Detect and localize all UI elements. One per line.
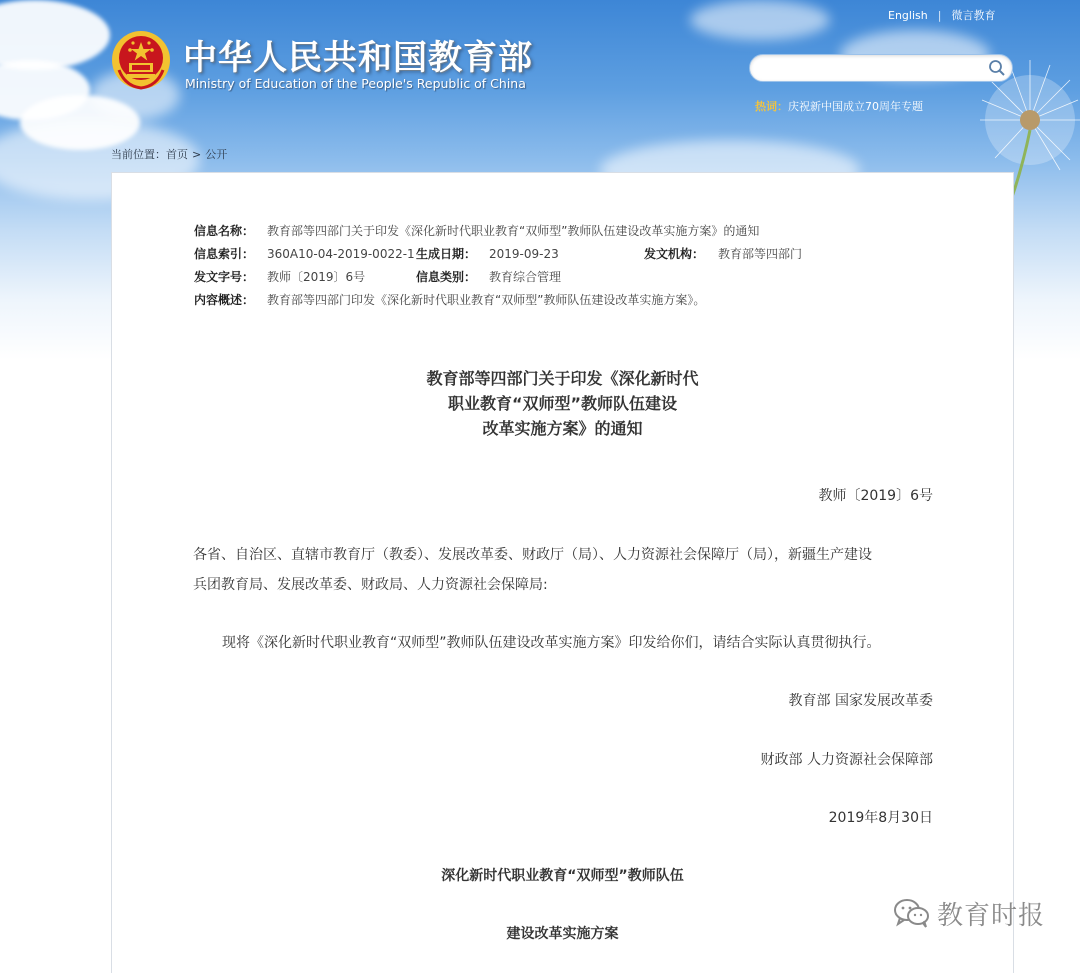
document-title-line: 职业教育“双师型”教师队伍建设 xyxy=(447,394,678,413)
document-title-line: 教育部等四部门关于印发《深化新时代 xyxy=(426,369,699,388)
meta-value: 教育部等四部门关于印发《深化新时代职业教育“双师型”教师队伍建设改革实施方案》的通知 xyxy=(267,224,760,238)
meta-key: 发文机构： xyxy=(644,247,705,261)
document-title-line: 改革实施方案》的通知 xyxy=(482,419,643,438)
content-panel xyxy=(111,172,1014,973)
breadcrumb-home-link[interactable]: 首页 xyxy=(166,148,188,161)
hot-keyword-link[interactable]: 庆祝新中国成立70周年专题 xyxy=(788,100,923,113)
cloud xyxy=(690,0,830,40)
site-subtitle: Ministry of Education of the People's Republic of China xyxy=(185,76,526,91)
english-link[interactable]: English xyxy=(888,9,928,22)
section-title: 深化新时代职业教育“双师型”教师队伍 xyxy=(441,868,684,884)
meta-key: 信息类别： xyxy=(416,270,477,284)
body-paragraph: 现将《深化新时代职业教育“双师型”教师队伍建设改革实施方案》印发给你们，请结合实际认真贯彻执行。 xyxy=(222,635,881,651)
signature-line: 财政部 人力资源社会保障部 xyxy=(760,752,933,768)
meta-value: 360A10-04-2019-0022-1 xyxy=(267,247,415,261)
breadcrumb xyxy=(111,146,227,162)
meta-key: 发文字号： xyxy=(194,270,255,284)
meta-value: 2019-09-23 xyxy=(489,247,559,261)
meta-value: 教育部等四部门 xyxy=(718,247,803,261)
meta-key: 生成日期： xyxy=(416,247,477,261)
hot-keywords xyxy=(755,98,923,114)
meta-key: 内容概述： xyxy=(194,293,255,307)
breadcrumb-current-link[interactable]: 公开 xyxy=(205,148,228,161)
watermark-text: 教育时报 xyxy=(937,901,1046,931)
chevron-right-icon: > xyxy=(192,148,202,161)
search-icon[interactable] xyxy=(988,59,1006,77)
cloud xyxy=(0,0,110,70)
weibo-link[interactable]: 微言教育 xyxy=(951,9,996,22)
wechat-icon xyxy=(893,897,931,929)
hot-label: 热词： xyxy=(755,100,788,113)
recipients-line: 各省、自治区、直辖市教育厅（教委）、发展改革委、财政厅（局）、人力资源社会保障厅（局），新疆生产建设 xyxy=(193,547,872,563)
search-input[interactable] xyxy=(762,58,986,80)
meta-value: 教育综合管理 xyxy=(489,270,562,284)
meta-value: 教育部等四部门印发《深化新时代职业教育“双师型”教师队伍建设改革实施方案》。 xyxy=(267,293,706,307)
site-title: 中华人民共和国教育部 xyxy=(183,38,533,78)
breadcrumb-prefix: 当前位置： xyxy=(111,148,166,161)
recipients-line: 兵团教育局、发展改革委、财政局、人力资源社会保障局: xyxy=(193,577,548,593)
document-title xyxy=(112,366,1013,441)
search-box xyxy=(749,54,1013,82)
top-links xyxy=(888,7,995,23)
section-title: 建设改革实施方案 xyxy=(506,926,619,942)
document-date: 2019年8月30日 xyxy=(828,810,933,826)
national-emblem-icon xyxy=(111,30,171,90)
meta-value: 教师〔2019〕6号 xyxy=(267,270,366,284)
meta-key: 信息索引： xyxy=(194,247,255,261)
meta-key: 信息名称： xyxy=(194,224,255,238)
document-number: 教师〔2019〕6号 xyxy=(818,488,933,504)
link-separator: | xyxy=(937,9,942,22)
signature-line: 教育部 国家发展改革委 xyxy=(788,693,933,709)
